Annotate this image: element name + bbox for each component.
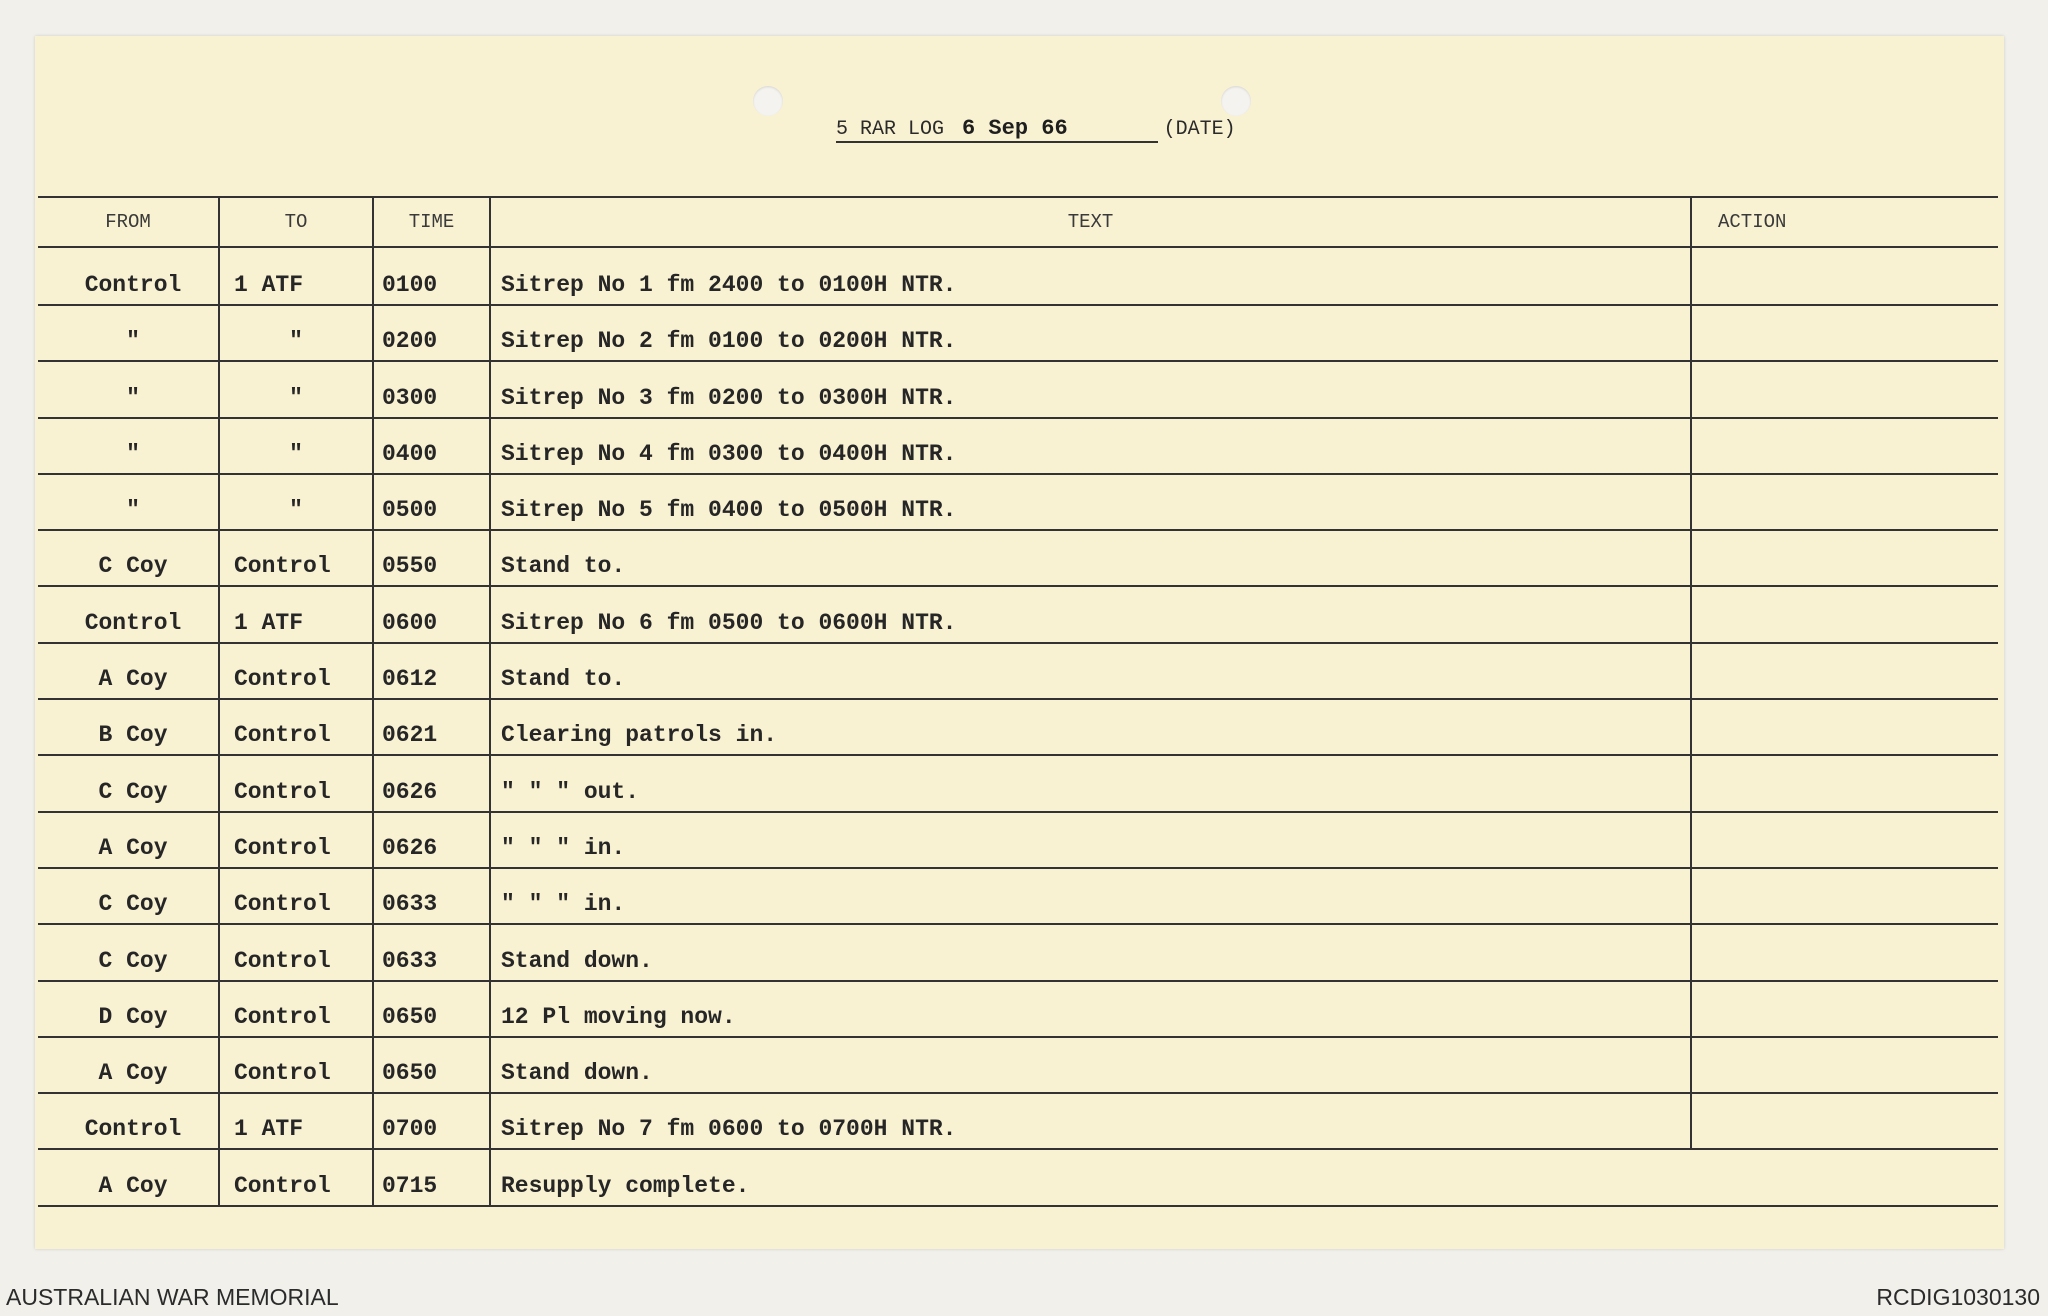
table-row xyxy=(38,812,1998,868)
cell-text: " " " out. xyxy=(490,755,1691,811)
cell-from: C Coy xyxy=(38,868,219,924)
cell-time: 0626 xyxy=(373,755,490,811)
cell-to: 1 ATF xyxy=(219,247,373,305)
table-row xyxy=(38,247,1998,305)
cell-text: Sitrep No 2 fm 0100 to 0200H NTR. xyxy=(490,305,1691,361)
cell-to: " xyxy=(219,361,373,417)
table-row xyxy=(38,418,1998,474)
date-label: (DATE) xyxy=(1163,118,1236,141)
cell-time: 0621 xyxy=(373,699,490,755)
cell-time: 0300 xyxy=(373,361,490,417)
cell-text: Sitrep No 5 fm 0400 to 0500H NTR. xyxy=(490,474,1691,530)
cell-action xyxy=(1691,868,1998,924)
cell-action xyxy=(1691,699,1998,755)
cell-from: " xyxy=(38,305,219,361)
log-table-header-row xyxy=(38,197,1998,247)
cell-text: Sitrep No 3 fm 0200 to 0300H NTR. xyxy=(490,361,1691,417)
cell-to: Control xyxy=(219,812,373,868)
cell-from: A Coy xyxy=(38,1037,219,1093)
cell-to: " xyxy=(219,418,373,474)
cell-time: 0200 xyxy=(373,305,490,361)
cell-to: " xyxy=(219,474,373,530)
cell-to: Control xyxy=(219,868,373,924)
cell-time: 0550 xyxy=(373,530,490,586)
cell-time: 0650 xyxy=(373,981,490,1037)
cell-time: 0715 xyxy=(373,1149,490,1205)
column-header-from: FROM xyxy=(38,197,219,247)
cell-text: Stand down. xyxy=(490,924,1691,980)
cell-time: 0100 xyxy=(373,247,490,305)
cell-action xyxy=(1691,361,1998,417)
table-row xyxy=(38,868,1998,924)
column-header-time: TIME xyxy=(373,197,490,247)
cell-action xyxy=(1691,812,1998,868)
cell-action xyxy=(1691,755,1998,811)
cell-from: D Coy xyxy=(38,981,219,1037)
cell-to: Control xyxy=(219,981,373,1037)
cell-from: Control xyxy=(38,247,219,305)
cell-text: Stand to. xyxy=(490,643,1691,699)
cell-action xyxy=(1691,474,1998,530)
table-row xyxy=(38,924,1998,980)
table-row xyxy=(38,305,1998,361)
table-row xyxy=(38,361,1998,417)
cell-from: C Coy xyxy=(38,530,219,586)
table-row xyxy=(38,643,1998,699)
table-row xyxy=(38,586,1998,642)
cell-to: Control xyxy=(219,1149,373,1205)
cell-to: " xyxy=(219,305,373,361)
cell-from: C Coy xyxy=(38,924,219,980)
cell-from: Control xyxy=(38,586,219,642)
table-row xyxy=(38,755,1998,811)
cell-time: 0400 xyxy=(373,418,490,474)
punch-hole-left xyxy=(753,86,783,116)
cell-text: Resupply complete. xyxy=(490,1149,1691,1205)
cell-action xyxy=(1691,530,1998,586)
cell-action xyxy=(1691,924,1998,980)
cell-action xyxy=(1691,1093,1998,1149)
cell-text: Sitrep No 4 fm 0300 to 0400H NTR. xyxy=(490,418,1691,474)
cell-from: A Coy xyxy=(38,643,219,699)
cell-time: 0500 xyxy=(373,474,490,530)
cell-from: A Coy xyxy=(38,812,219,868)
table-row xyxy=(38,530,1998,586)
cell-from: C Coy xyxy=(38,755,219,811)
cell-time: 0650 xyxy=(373,1037,490,1093)
cell-to: Control xyxy=(219,924,373,980)
cell-to: Control xyxy=(219,530,373,586)
cell-action xyxy=(1691,1149,1998,1205)
cell-text: Stand to. xyxy=(490,530,1691,586)
cell-action xyxy=(1691,418,1998,474)
cell-text: " " " in. xyxy=(490,868,1691,924)
cell-action xyxy=(1691,981,1998,1037)
log-table xyxy=(38,196,1998,1207)
cell-from: " xyxy=(38,361,219,417)
log-date: 6 Sep 66 xyxy=(962,116,1068,141)
table-row xyxy=(38,1093,1998,1149)
cell-action xyxy=(1691,305,1998,361)
cell-text: Stand down. xyxy=(490,1037,1691,1093)
archive-credit: AUSTRALIAN WAR MEMORIAL xyxy=(6,1284,339,1310)
log-title-underline xyxy=(836,116,1158,143)
cell-action xyxy=(1691,247,1998,305)
cell-to: 1 ATF xyxy=(219,1093,373,1149)
cell-time: 0633 xyxy=(373,924,490,980)
cell-time: 0612 xyxy=(373,643,490,699)
cell-action xyxy=(1691,1037,1998,1093)
cell-time: 0700 xyxy=(373,1093,490,1149)
cell-to: Control xyxy=(219,699,373,755)
cell-time: 0626 xyxy=(373,812,490,868)
cell-action xyxy=(1691,586,1998,642)
table-row xyxy=(38,699,1998,755)
cell-to: Control xyxy=(219,643,373,699)
cell-from: A Coy xyxy=(38,1149,219,1205)
cell-text: " " " in. xyxy=(490,812,1691,868)
column-header-action: ACTION xyxy=(1691,197,1998,247)
cell-text: Sitrep No 1 fm 2400 to 0100H NTR. xyxy=(490,247,1691,305)
table-row xyxy=(38,1037,1998,1093)
table-row xyxy=(38,981,1998,1037)
column-header-text: TEXT xyxy=(490,197,1691,247)
cell-from: " xyxy=(38,418,219,474)
cell-action xyxy=(1691,643,1998,699)
cell-time: 0633 xyxy=(373,868,490,924)
cell-to: Control xyxy=(219,755,373,811)
table-row xyxy=(38,1149,1998,1205)
cell-to: Control xyxy=(219,1037,373,1093)
cell-from: B Coy xyxy=(38,699,219,755)
archive-reference-id: RCDIG1030130 xyxy=(1876,1284,2040,1310)
cell-from: " xyxy=(38,474,219,530)
cell-text: Clearing patrols in. xyxy=(490,699,1691,755)
punch-hole-right xyxy=(1221,86,1251,116)
cell-text: Sitrep No 6 fm 0500 to 0600H NTR. xyxy=(490,586,1691,642)
log-title: 5 RAR LOG xyxy=(836,118,945,141)
cell-from: Control xyxy=(38,1093,219,1149)
cell-time: 0600 xyxy=(373,586,490,642)
cell-text: Sitrep No 7 fm 0600 to 0700H NTR. xyxy=(490,1093,1691,1149)
cell-text: 12 Pl moving now. xyxy=(490,981,1691,1037)
log-header xyxy=(836,116,1236,146)
cell-to: 1 ATF xyxy=(219,586,373,642)
table-row xyxy=(38,474,1998,530)
column-header-to: TO xyxy=(219,197,373,247)
